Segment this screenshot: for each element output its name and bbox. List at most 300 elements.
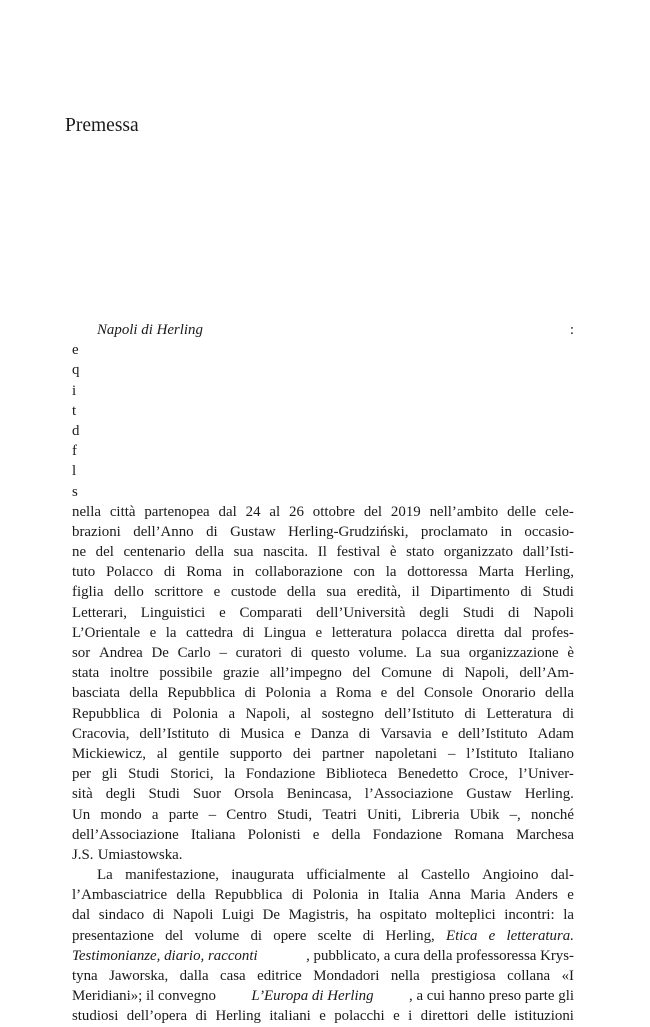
word: della — [129, 685, 159, 702]
word: – — [447, 745, 456, 762]
text-line — [72, 441, 574, 461]
word: della — [545, 685, 574, 702]
text-line — [72, 885, 574, 905]
word: Benedetto — [397, 766, 459, 783]
text-line — [72, 623, 574, 643]
word: delle — [507, 503, 537, 520]
word: Orsola — [234, 786, 274, 803]
word: in — [500, 523, 512, 540]
word: la — [385, 564, 397, 581]
word: Varsavia — [380, 725, 432, 742]
word: l — [72, 463, 77, 480]
word: Gustaw — [230, 523, 276, 540]
word: delle — [477, 1008, 506, 1025]
word: napoletani — [375, 745, 438, 762]
word: Jaworska, — [109, 968, 169, 984]
word: del — [165, 927, 184, 944]
word: e — [567, 887, 574, 904]
word: festival — [336, 544, 381, 561]
word: di — [362, 927, 375, 944]
text-line — [72, 643, 574, 663]
word: Herling, — [524, 564, 574, 581]
text-line — [72, 502, 574, 522]
word: Il — [317, 544, 327, 561]
word: Polacco — [105, 564, 154, 581]
word: Letteratura — [486, 705, 552, 722]
text-line — [72, 461, 574, 481]
text-line — [72, 744, 574, 764]
text-line — [72, 401, 574, 421]
word: Italia — [388, 887, 420, 904]
word: organizzato — [443, 544, 513, 561]
word: e — [219, 604, 226, 621]
word: Suor — [192, 786, 222, 803]
word: volume. — [358, 645, 408, 661]
word: scrittore — [154, 584, 204, 601]
word: Adam — [537, 725, 574, 742]
word: Etica — [446, 927, 478, 944]
word: la — [224, 766, 236, 783]
word: l’Ambasciatrice — [72, 887, 168, 904]
text-line — [72, 320, 574, 340]
word: l’Istituto — [466, 745, 518, 762]
word: De — [151, 645, 169, 661]
text-line — [72, 1006, 574, 1026]
word: Polonia — [312, 887, 359, 904]
word: ne — [72, 544, 87, 561]
word: supporto — [229, 745, 283, 762]
text-line — [72, 603, 574, 623]
word: dell’Anno — [133, 523, 194, 540]
text-line — [72, 663, 574, 683]
paragraph — [72, 865, 574, 1027]
word: partenopea — [144, 503, 210, 520]
word: Italiano — [528, 745, 574, 762]
word: di — [508, 604, 520, 621]
text-line — [72, 582, 574, 602]
word: dell’Istituto — [139, 725, 209, 742]
text-line — [72, 986, 574, 1006]
word: molteplici — [435, 907, 496, 924]
word: cele- — [544, 503, 574, 520]
word: Studi — [542, 584, 574, 601]
word: sità — [72, 786, 93, 803]
word: , a cui hanno preso parte gli — [409, 988, 574, 1005]
word: Napoli, — [464, 665, 509, 682]
word: editrice — [257, 968, 302, 984]
word: L’Orientale — [72, 624, 141, 641]
word: Roma — [335, 685, 372, 702]
text-line — [72, 784, 574, 804]
word: Magistris, — [288, 907, 349, 924]
word: e — [149, 624, 157, 641]
word: Storici, — [170, 766, 214, 783]
word: di — [195, 1008, 208, 1025]
word: Anna — [428, 887, 461, 904]
word: scelte — [317, 927, 352, 944]
text-line — [72, 825, 574, 845]
word: l’Univer- — [518, 766, 574, 783]
text-line — [72, 704, 574, 724]
word: brazioni — [72, 523, 121, 540]
word: : — [569, 322, 574, 338]
word: Angioino — [482, 867, 539, 884]
word: presentazione — [72, 927, 154, 944]
word: Fondazione — [372, 826, 443, 843]
word: parte — [168, 806, 199, 823]
word: dal- — [550, 867, 574, 884]
word: nella — [390, 968, 420, 984]
word: Luigi — [221, 907, 255, 924]
word: direttori — [420, 1008, 469, 1025]
word: d — [72, 422, 80, 439]
word: figlia — [72, 584, 104, 601]
word: mondo — [100, 806, 142, 823]
text-line — [72, 381, 574, 401]
word: città — [109, 503, 136, 520]
text-line — [72, 865, 574, 885]
word: Comparati — [239, 604, 303, 621]
word: a — [151, 806, 159, 823]
word: Studi — [128, 766, 160, 783]
word: di — [250, 927, 263, 944]
word: q — [72, 362, 80, 379]
word: e — [488, 927, 496, 944]
word: dal — [72, 907, 91, 924]
word: sua — [326, 584, 347, 601]
word: polacca — [401, 624, 447, 641]
word: i — [72, 382, 77, 399]
word: eredità, — [356, 584, 401, 601]
word: Onorario — [482, 685, 536, 702]
word: di — [244, 685, 257, 702]
word: s — [72, 483, 78, 500]
word: e — [213, 584, 221, 601]
text-line — [72, 724, 574, 744]
word: nascita. — [263, 544, 309, 561]
word: Testimonianze, diario, racconti — [72, 947, 258, 964]
word: Napoli di Herling — [97, 322, 203, 338]
word: dell’opera — [126, 1008, 188, 1025]
word: della — [286, 584, 316, 601]
word: la — [165, 624, 177, 641]
word: 26 — [289, 503, 304, 520]
word: Studi, — [276, 806, 313, 823]
word: Marchesa — [516, 826, 574, 843]
word: del — [396, 685, 415, 702]
word: di — [152, 907, 165, 924]
word: e — [315, 624, 323, 641]
word: Polonia — [172, 705, 218, 722]
word: Meridiani»; il convegno — [72, 988, 216, 1005]
word: profes- — [531, 624, 574, 641]
word: Uniti, — [367, 806, 402, 823]
word: di — [358, 725, 371, 742]
word: Castello — [421, 867, 470, 884]
word: – — [219, 645, 227, 661]
word: f — [72, 443, 77, 460]
word: Cracovia, — [72, 725, 130, 742]
word: di — [218, 725, 231, 742]
word: prestigiosa — [431, 968, 496, 984]
word: manifestazione, — [125, 867, 219, 884]
word: tyna — [72, 968, 98, 984]
word: è — [567, 645, 574, 661]
word: Mondadori — [313, 968, 380, 984]
word: la — [563, 907, 574, 924]
text-line — [72, 340, 574, 360]
word: di — [291, 887, 304, 904]
word: cattedra — [186, 624, 234, 641]
word: e — [294, 725, 301, 742]
word: Napoli, — [245, 705, 290, 722]
word: il — [411, 584, 420, 601]
word: di — [206, 523, 218, 540]
text-line — [72, 845, 574, 865]
word: stato — [406, 544, 435, 561]
word: Repubblica — [72, 705, 140, 722]
word: dell’Associazione — [72, 826, 179, 843]
word: Letterari, — [72, 604, 127, 621]
word: al — [397, 867, 409, 884]
word: dall’Isti- — [522, 544, 574, 561]
word: curatori — [235, 645, 282, 661]
word: dalla — [179, 968, 209, 984]
word: sor — [72, 645, 91, 661]
word: del — [95, 544, 114, 561]
word: La — [97, 867, 113, 884]
word: Comune — [381, 665, 432, 682]
word: degli — [105, 786, 136, 803]
word: e — [319, 1008, 326, 1025]
word: nonché — [530, 806, 574, 823]
word: di — [242, 624, 255, 641]
word: Roma — [186, 564, 222, 581]
word: Repubblica — [167, 685, 236, 702]
text-line — [72, 926, 574, 946]
word: letteratura. — [506, 927, 574, 944]
word: , pubblicato, a cura della professoressa Krys- — [306, 947, 574, 964]
word: per — [72, 766, 92, 783]
word: «I — [561, 968, 574, 984]
word: diretta — [456, 624, 495, 641]
paragraph — [72, 320, 574, 865]
word: Romana — [454, 826, 504, 843]
word: possibile — [159, 665, 213, 682]
text-line — [72, 905, 574, 925]
word: in — [367, 887, 380, 904]
word: La — [415, 645, 432, 661]
word: di — [562, 705, 574, 722]
word: Fondazione — [245, 766, 316, 783]
word: Ubik — [469, 806, 500, 823]
word: è — [389, 544, 397, 561]
text-line — [72, 966, 574, 986]
word: sua — [233, 544, 254, 561]
word: Console — [423, 685, 473, 702]
word: –, — [509, 806, 521, 823]
word: italiani — [269, 1008, 311, 1025]
text-line — [72, 482, 574, 502]
word: Maria — [470, 887, 506, 904]
word: tuto — [72, 564, 96, 581]
word: a — [320, 685, 327, 702]
word: Mickiewicz, — [72, 745, 147, 762]
word: collaborazione — [254, 564, 343, 581]
word: Linguistici — [140, 604, 206, 621]
word: Anders — [514, 887, 558, 904]
text-line — [72, 764, 574, 784]
word: Polonisti — [247, 826, 301, 843]
word: dei — [292, 745, 312, 762]
word: Marta — [478, 564, 514, 581]
word: ospitato — [379, 907, 427, 924]
word: grazie — [222, 665, 260, 682]
word: Herling-Grudziński, — [288, 523, 409, 540]
word: al — [300, 705, 312, 722]
word: Andrea — [98, 645, 143, 661]
word: degli — [419, 604, 449, 621]
word: dell’Istituto — [384, 705, 454, 722]
word: sostegno — [321, 705, 374, 722]
word: dell’Istituto — [458, 725, 528, 742]
word: organizzazione — [468, 645, 559, 661]
word: t — [72, 402, 77, 419]
word: di — [290, 645, 303, 661]
word: opere — [273, 927, 307, 944]
text-line — [72, 522, 574, 542]
word: Studi — [148, 786, 180, 803]
word: Gustaw — [466, 786, 512, 803]
word: 2019 — [390, 503, 421, 520]
word: al — [156, 745, 168, 762]
word: centenario — [123, 544, 186, 561]
word: nella — [72, 503, 101, 520]
word: J.S. — [72, 846, 94, 863]
word: Benincasa, — [286, 786, 352, 803]
word: di — [464, 705, 477, 722]
word: di — [163, 564, 176, 581]
word: sindaco — [98, 907, 145, 924]
word: e — [380, 685, 388, 702]
word: dottoressa — [407, 564, 468, 581]
text-line — [72, 360, 574, 380]
word: Italiana — [190, 826, 236, 843]
word: a — [228, 705, 236, 722]
word: Napoli — [533, 604, 574, 621]
word: Carlo — [177, 645, 211, 661]
word: del — [352, 665, 371, 682]
word: Un — [72, 806, 91, 823]
word: dello — [113, 584, 144, 601]
word: stata — [72, 665, 100, 682]
word: Lingua — [263, 624, 306, 641]
word: e — [441, 725, 449, 742]
word: Libreria — [411, 806, 460, 823]
word: dal — [218, 503, 237, 520]
word: Teatri — [322, 806, 357, 823]
word: in — [232, 564, 245, 581]
word: dal — [504, 624, 523, 641]
word: Polonia — [265, 685, 311, 702]
word: 24 — [245, 503, 261, 520]
word: Napoli — [172, 907, 214, 924]
word: di — [520, 584, 532, 601]
word: studiosi — [72, 1008, 119, 1025]
word: Musica — [240, 725, 285, 742]
word: casa — [220, 968, 246, 984]
word: custode — [230, 584, 277, 601]
word: di — [442, 665, 454, 682]
text-line — [72, 542, 574, 562]
text-line — [72, 805, 574, 825]
word: collana — [507, 968, 551, 984]
word: Biblioteca — [325, 766, 388, 783]
word: Umiastowska. — [97, 846, 183, 863]
word: Centro — [226, 806, 267, 823]
word: di — [150, 705, 162, 722]
word: volume — [194, 927, 240, 944]
word: polacchi — [334, 1008, 385, 1025]
word: della — [195, 544, 225, 561]
word: ottobre — [312, 503, 355, 520]
word: proclamato — [420, 523, 488, 540]
text-line — [72, 562, 574, 582]
word: istituzioni — [514, 1008, 574, 1025]
word: – — [208, 806, 217, 823]
word: De — [262, 907, 281, 924]
text-line — [72, 683, 574, 703]
word: i — [408, 1008, 413, 1025]
text-line — [72, 946, 574, 966]
word: della — [331, 826, 361, 843]
word: sua — [440, 645, 461, 661]
word: Croce, — [468, 766, 509, 783]
word: con — [353, 564, 375, 581]
word: Repubblica — [214, 887, 283, 904]
word: letteratura — [331, 624, 392, 641]
word: ufficialmente — [306, 867, 386, 884]
word: Herling — [215, 1008, 262, 1025]
word: incontri: — [504, 907, 555, 924]
word: della — [176, 887, 206, 904]
word: questo — [311, 645, 350, 661]
word: Herling. — [524, 786, 574, 803]
body-text — [72, 320, 574, 1027]
word: e — [312, 826, 320, 843]
word: dell’Am- — [519, 665, 574, 682]
word: al — [269, 503, 281, 520]
word: ha — [357, 907, 372, 924]
word: e — [393, 1008, 400, 1025]
word: basciata — [72, 685, 120, 702]
word: del — [363, 503, 383, 520]
word: gentile — [178, 745, 220, 762]
chapter-title: Premessa — [65, 115, 139, 136]
word: gli — [101, 766, 118, 783]
word: e — [72, 342, 79, 359]
word: Herling, — [385, 927, 435, 944]
word: inaugurata — [231, 867, 295, 884]
word: L’Europa di Herling — [251, 988, 374, 1005]
word: partner — [322, 745, 365, 762]
word: Studi — [462, 604, 495, 621]
word: dell’Università — [316, 604, 406, 621]
word: Dipartimento — [430, 584, 510, 601]
word: l’Associazione — [364, 786, 454, 803]
word: all’impegno — [269, 665, 342, 682]
word: occasio- — [524, 523, 574, 540]
